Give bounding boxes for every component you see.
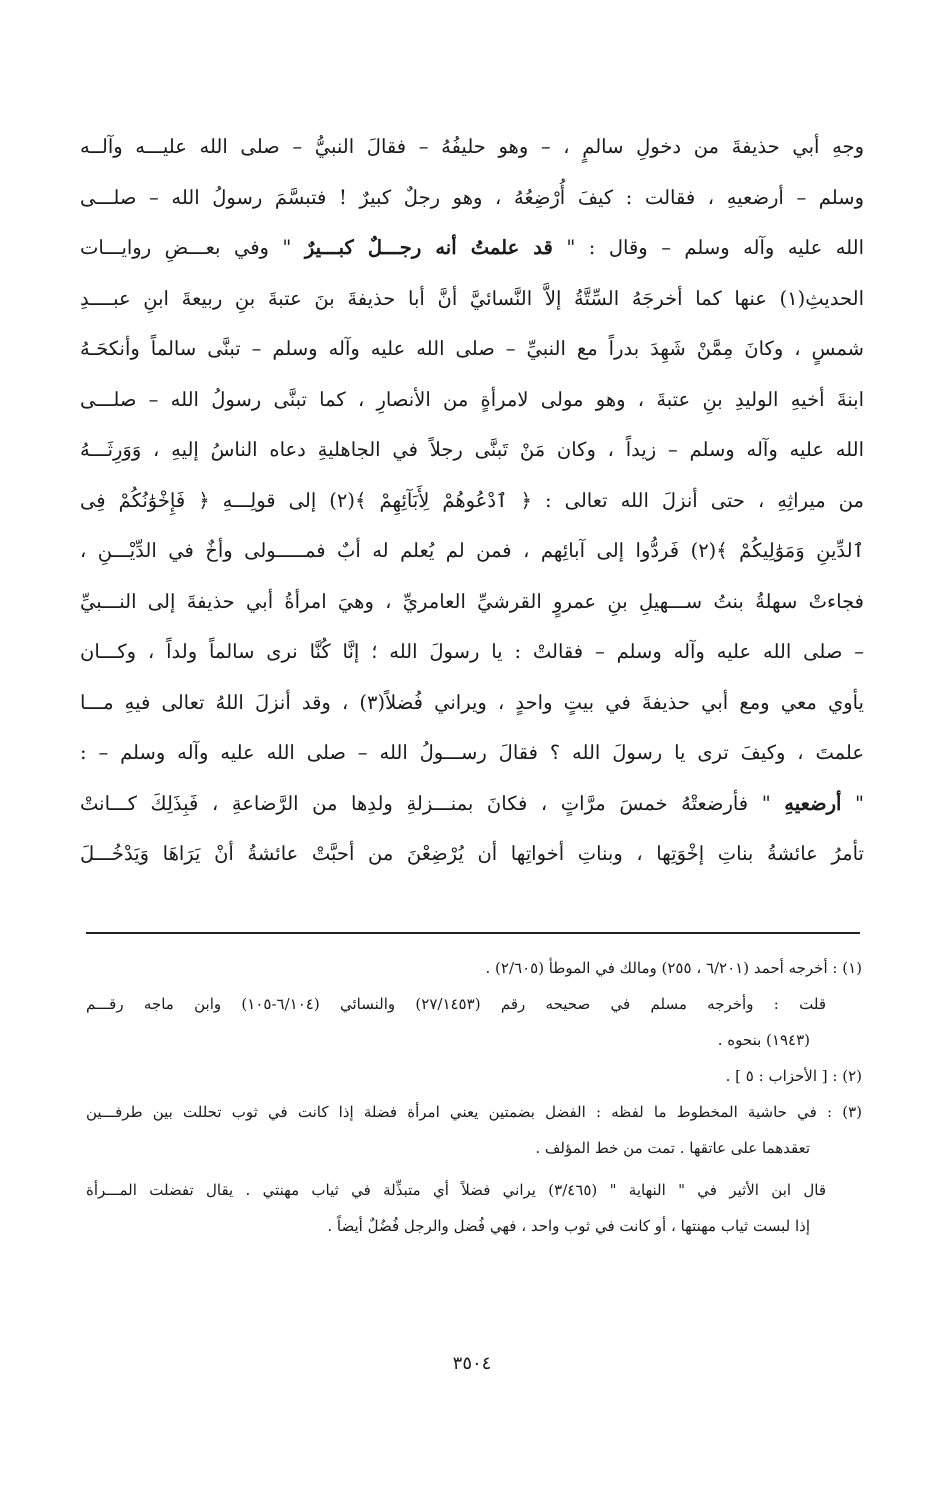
text-segment: الله عليه وآله وسلم – وقال : " [552,236,864,259]
footnote-line: قال ابن الأثير في " النهاية " (٣/٤٦٥) يراني فضلاً أي متبذِّلة في ثياب مهنتي . يقال تفضلت المـــرأة [86,1181,827,1199]
footnote-separator-rule [86,932,860,934]
text-line [80,274,864,325]
text-segment: وجهِ أبي حذيفةَ من دخولِ سالمٍ ، – وهو حليفُهُ – فقالَ النبيُّ – صلى الله عليـــه وآلــه [80,135,864,158]
footnote-line: قلت : وأخرجه مسلم في صحيحه رقم (٢٧/١٤٥٣) والنسائي (٦/١٠٤-١٠٥) وابن ماجه رقـــم [86,995,826,1013]
text-line [80,678,864,729]
text-segment: من ميراثِهِ ، حتى أنزلَ الله تعالى : ﴿ ٱدْعُوهُمْ لِأَبَآئِهِمْ ﴾(٢) إلى قولِـــهِ ﴿ فَإِخْوَٰنُكُمْ فِى [80,488,864,512]
text-line [80,122,864,173]
text-segment: شمسٍ ، وكانَ مِمَّنْ شَهِدَ بدراً مع النبيِّ – صلى الله عليه وآله وسلم – تبنَّى سالماً وأنكحَـهُ [80,337,864,360]
text-line [80,526,864,577]
footnote-line: إذا لبست ثياب مهنتها ، أو كانت في ثوب واحد ، فهي فُضل والرجل فُضُلٌ أيضاً . [327,1217,810,1235]
text-segment: – صلى الله عليه وآله وسلم – فقالتْ : يا رسولَ الله ؛ إنَّا كُنَّا نرى سالماً ولداً ، وكـــان [80,640,864,663]
text-segment: ابنةَ أخيهِ الوليدِ بنِ عتبةَ ، وهو مولى لامرأةٍ من الأنصارِ ، كما تبنَّى رسولُ الله – صلـــى [80,387,864,411]
text-line [80,627,864,678]
text-segment: يأوي معي ومع أبي حذيفةَ في بيتٍ واحدٍ ، ويراني فُضلاً(٣) ، وقد أنزلَ اللهُ تعالى فيهِ مـــا [80,690,864,714]
text-line [80,779,864,830]
text-line [80,728,864,779]
text-segment: وسلم – أرضعيهِ ، فقالت : كيفَ أُرْضِعُهُ ، وهو رجلٌ كبيرٌ ! فتبسَّمَ رسولُ الله – صلـــى [80,185,864,209]
main-text-body [80,122,864,880]
text-segment: " فأرضعتْهُ خمسَ مرَّاتٍ ، فكانَ بمنـــزلةِ ولدِها من الرَّضاعةِ ، فَبِذَلِكَ كـــانتْ [80,791,785,815]
bold-quote: أرضعيهِ [784,791,842,815]
footnotes-section [86,950,862,1244]
footnote-line: تعقدهما على عاتقها . تمت من خط المؤلف . [535,1139,810,1157]
text-line [80,476,864,527]
footnote-line: (١٩٤٣) بنحوه . [717,1031,810,1049]
text-line [80,324,864,375]
text-segment: علمتَ ، وكيفَ ترى يا رسولَ الله ؟ فقالَ رســـولُ الله – صلى الله عليه وآله وسلم – : [80,741,864,764]
text-segment: الحديثِ(١) عنها كما أخرجَهُ السِّتَّةُ إلاَّ النَّسائيَّ أنَّ أبا حذيفةَ بنَ عتبةَ بنِ ربيعةَ ابنِ عبــــدِ [80,286,864,310]
text-line [80,577,864,628]
text-line [80,223,864,274]
text-segment: الله عليه وآله وسلم – زيداً ، وكان مَنْ تَبنَّى رجلاً في الجاهليةِ دعاه الناسُ إليهِ ، وَوَرِثَـــهُ [80,438,864,461]
text-segment: فجاءتْ سهلةُ بنتُ ســـهيلِ بنِ عمروٍ القرشيِّ العامريِّ ، وهيَ امرأةُ أبي حذيفةَ إلى النـــبيِّ [80,589,864,613]
footnote-line: (١) : أخرجه أحمد (٦/٢٠١ ، ٢٥٥) ومالك في الموطأ (٢/٦٠٥) . [485,959,862,977]
bold-quote: قد علمتُ أنه رجـــلٌ كبـــيرٌ [304,236,553,259]
text-line [80,375,864,426]
text-line [80,425,864,476]
text-line [80,829,864,880]
text-segment: " [841,791,864,815]
text-segment: " وفي بعـــضِ روايـــات [80,236,305,259]
text-segment: ٱلدِّينِ وَمَوَٰلِيكُمْ ﴾(٢) فَردُّوا إلى آبائِهم ، فمن لم يُعلم له أبٌ فمـــــولى وأخٌ في الدِّيْـــنِ ، [80,539,864,562]
footnote-line: (٣) : في حاشية المخطوط ما لفظه : الفضل بضمتين يعني امرأة فضلة إذا كانت في ثوب تحللت بين طرفـــين [86,1103,862,1121]
page-number: ٣٥٠٤ [452,1353,492,1374]
footnote-line: (٢) : [ الأحزاب : ٥ ] . [725,1067,862,1085]
text-line [80,173,864,224]
text-segment: تأمرُ عائشةُ بناتِ إخْوَتِها ، وبناتِ أخواتِها أن يُرْضِعْنَ من أحبَّتْ عائشةُ أنْ يَرَاهَا وَيَدْخُـــلَ [80,842,864,865]
